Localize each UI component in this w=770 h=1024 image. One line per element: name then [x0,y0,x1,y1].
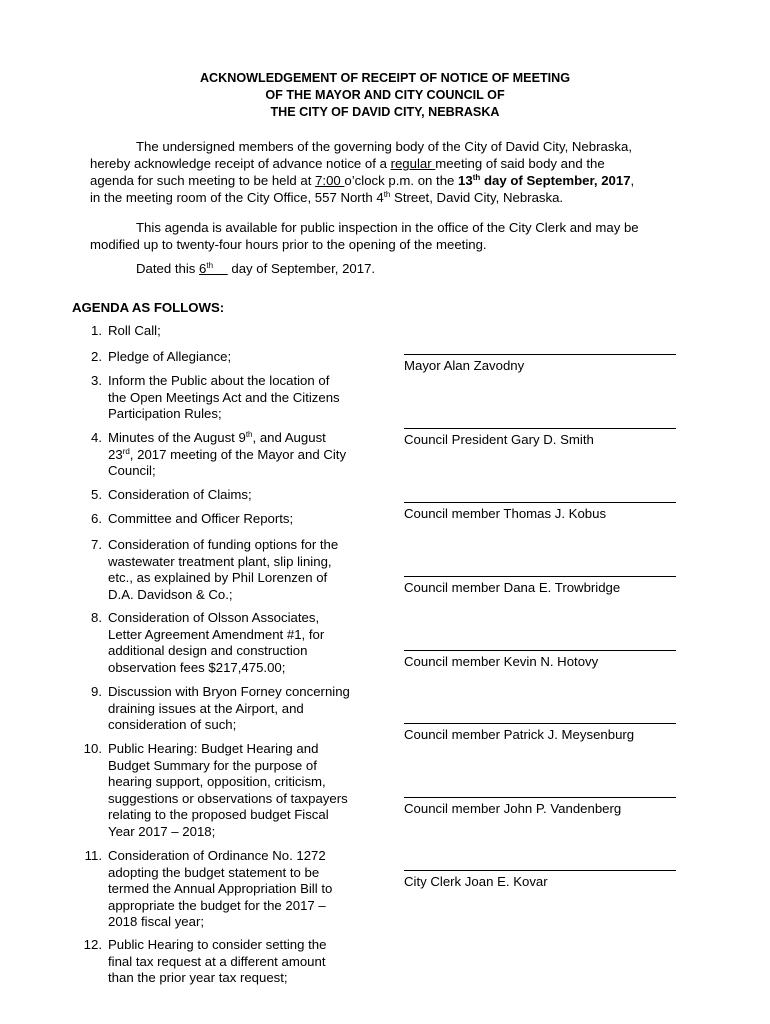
agenda-item-number: 5. [91,487,102,502]
meeting-month-year: day of September, 2017 [480,173,631,188]
signature-block [404,428,676,447]
document-title [0,70,770,121]
agenda-item-number: 10. [83,741,102,756]
title-line-1: ACKNOWLEDGEMENT OF RECEIPT OF NOTICE OF MEETING [199,71,571,85]
signatory-name: Council member John P. Vandenberg [404,801,622,816]
availability-paragraph [90,219,690,253]
agenda-item-line: Year 2017 – 2018; [108,823,216,839]
signature-block [404,576,676,595]
signature-line [404,650,676,651]
title-line-3: THE CITY OF DAVID CITY, NEBRASKA [270,105,500,119]
agenda-item-text-part: , 2017 meeting of the Mayor and City [129,446,347,462]
agenda-item-text [108,487,370,504]
intro-text: hereby acknowledge receipt of advance notice of a [90,156,391,171]
agenda-item-line: Discussion with Bryon Forney concerning [108,684,350,699]
agenda-heading: AGENDA AS FOLLOWS: [72,300,225,315]
signature-line [404,870,676,871]
signature-line [404,576,676,577]
intro-text: o’clock p.m. on the [344,173,459,188]
dated-day-blank [199,261,228,276]
agenda-item-number: 12. [83,937,102,952]
signatory-name: Council President Gary D. Smith [404,432,594,447]
intro-line-2 [90,155,690,172]
agenda-item-text [108,741,370,840]
agenda-item-line: D.A. Davidson & Co.; [108,586,233,602]
availability-line-2: modified up to twenty-four hours prior to the opening of the meeting. [90,237,487,252]
intro-text: Street, David City, Nebraska. [390,190,564,205]
agenda-item-line: relating to the proposed budget Fiscal [108,807,329,822]
agenda-item-number: 3. [91,373,102,388]
agenda-item-line: appropriate the budget for the 2017 – [108,897,326,913]
agenda-item-line: the Open Meetings Act and the Citizens [108,389,340,405]
agenda-item-line: final tax request at a different amount [108,953,326,969]
agenda-item-text-part: , and August [252,430,326,445]
agenda-item-line: wastewater treatment plant, slip lining, [108,553,332,569]
meeting-time-blank: 7:00 [315,173,345,188]
agenda-item-line: 2018 fiscal year; [108,914,205,929]
signature-block [404,354,676,373]
agenda-item-line: Letter Agreement Amendment #1, for [108,626,325,642]
agenda-item-line: Roll Call; [108,323,161,338]
ordinal-suffix: rd [122,446,130,456]
ordinal-suffix: th [245,430,253,439]
intro-text: in the meeting room of the City Office, 557 North 4 [90,190,384,205]
agenda-item-number: 8. [91,610,102,625]
agenda-item-text-part: Minutes of the August 9 [108,430,246,445]
agenda-item-number: 7. [91,537,102,552]
signature-line [404,502,676,503]
agenda-item-line: Consideration of Olsson Associates, [108,610,320,625]
title-line-2: OF THE MAYOR AND CITY COUNCIL OF [265,88,505,102]
agenda-item-number: 2. [91,349,102,364]
intro-paragraph [90,138,690,206]
agenda-item-number: 11. [84,848,102,863]
intro-line-4 [90,189,690,206]
agenda-item-line: Committee and Officer Reports; [108,511,294,526]
intro-text: agenda for such meeting to be held at [90,173,316,188]
agenda-item-line [108,447,370,464]
dated-text: day of September, 2017. [227,261,376,276]
agenda-item-line: draining issues at the Airport, and [108,700,304,716]
signature-line [404,354,676,355]
agenda-item-text [108,373,370,423]
agenda-item-line: Public Hearing: Budget Hearing and [108,741,319,756]
signatory-name: Council member Dana E. Trowbridge [404,580,621,595]
meeting-date [458,173,631,188]
agenda-item-text-part: 23 [108,446,123,462]
agenda-item-line: etc., as explained by Phil Lorenzen of [108,570,328,585]
agenda-item-line [108,430,370,447]
agenda-item-text [108,684,370,734]
agenda-item-number: 4. [91,430,102,445]
signature-line [404,797,676,798]
signatory-name: Mayor Alan Zavodny [404,358,525,373]
agenda-item-line: observation fees $217,475.00; [108,659,286,675]
signature-block [404,723,676,742]
agenda-item-line: suggestions or observations of taxpayers [108,790,348,806]
meeting-type-blank: regular [390,156,436,171]
signatory-name: Council member Thomas J. Kobus [404,506,607,521]
dated-line [136,260,375,277]
agenda-item-number: 1. [91,323,102,338]
agenda-item-text [108,610,370,676]
signatory-name: Council member Patrick J. Meysenburg [404,727,635,742]
agenda-item-line: adopting the budget statement to be [108,864,320,880]
agenda-item-line: than the prior year tax request; [108,970,288,985]
agenda-item-text [108,511,370,528]
agenda-item-text [108,349,370,366]
availability-line-1: This agenda is available for public inspection in the office of the City Clerk and may be [136,220,639,235]
dated-day: 6 [199,261,207,276]
agenda-item-line: Budget Summary for the purpose of [108,757,317,773]
ordinal-suffix: th [472,173,481,182]
agenda-item-text [108,323,370,340]
agenda-item-line: Consideration of Claims; [108,487,252,502]
agenda-item-text [108,937,370,987]
agenda-item-text [108,430,370,480]
meeting-day: 13 [458,173,473,188]
intro-line-3 [90,172,690,189]
agenda-item-line: Consideration of Ordinance No. 1272 [108,848,326,863]
ordinal-suffix: th [206,261,214,270]
signature-block [404,650,676,669]
agenda-item-line: additional design and construction [108,643,308,658]
ordinal-suffix: th [383,190,391,199]
agenda-item-line: Public Hearing to consider setting the [108,937,327,952]
agenda-item-line: termed the Annual Appropriation Bill to [108,881,333,896]
signature-block [404,870,676,889]
signature-block [404,797,676,816]
signature-block [404,502,676,521]
agenda-item-line: Participation Rules; [108,406,222,421]
agenda-item-line: Inform the Public about the location of [108,373,330,388]
agenda-item-line: hearing support, opposition, criticism, [108,774,326,789]
agenda-item-line: consideration of such; [108,717,237,732]
signature-line [404,428,676,429]
intro-line-1: The undersigned members of the governing body of the City of David City, Nebraska, [136,139,633,154]
signatory-name: City Clerk Joan E. Kovar [404,874,548,889]
blank-space [213,261,228,276]
signature-line [404,723,676,724]
agenda-item-number: 6. [91,511,102,526]
agenda-item-line: Pledge of Allegiance; [108,349,232,364]
intro-text: meeting of said body and the [435,156,605,171]
agenda-item-line: Consideration of funding options for the [108,537,339,552]
agenda-item-text [108,848,370,931]
dated-text: Dated this [136,261,200,276]
agenda-item-text [108,537,370,603]
agenda-item-line: Council; [108,463,156,478]
signatory-name: Council member Kevin N. Hotovy [404,654,599,669]
agenda-item-number: 9. [91,684,102,699]
intro-text: , [630,173,635,188]
